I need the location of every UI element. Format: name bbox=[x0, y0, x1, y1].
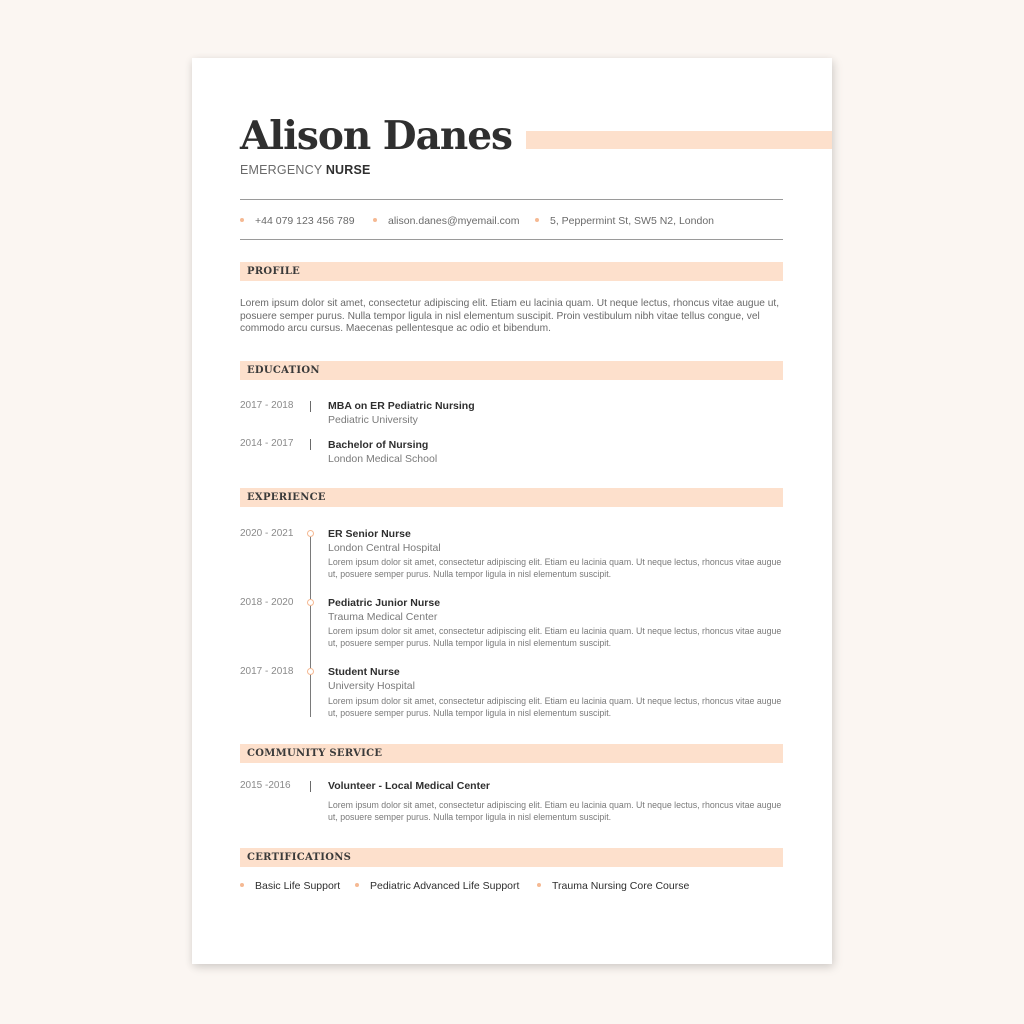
contact-top-rule bbox=[240, 199, 783, 200]
education-degree: MBA on ER Pediatric Nursing bbox=[328, 400, 475, 412]
education-school: London Medical School bbox=[328, 453, 438, 465]
education-dates: 2017 - 2018 bbox=[240, 400, 294, 411]
experience-dates: 2017 - 2018 bbox=[240, 666, 294, 677]
address-text: 5, Peppermint St, SW5 N2, London bbox=[550, 215, 715, 227]
header-accent-bar bbox=[526, 131, 832, 149]
certification-name: Basic Life Support bbox=[255, 880, 341, 892]
contact-email bbox=[373, 215, 519, 227]
section-title: PROFILE bbox=[247, 266, 301, 277]
timeline-dot-icon bbox=[307, 599, 314, 606]
bullet-dot-icon bbox=[240, 883, 244, 887]
resume-page bbox=[192, 58, 832, 964]
experience-dates: 2020 - 2021 bbox=[240, 528, 294, 539]
contact-bottom-rule bbox=[240, 239, 783, 240]
certification-item bbox=[355, 880, 519, 892]
experience-section-header bbox=[240, 488, 783, 507]
experience-employer: London Central Hospital bbox=[328, 542, 441, 554]
contact-phone bbox=[240, 215, 355, 227]
bullet-dot-icon bbox=[355, 883, 359, 887]
profile-text: Lorem ipsum dolor sit amet, consectetur adipiscing elit. Etiam eu lacinia quam. Ut neque lectus, rhoncus vitae augue ut, posuere semper purus. Nulla tempor ligula in nisl elementum suscipit. Proin vestibulum nibh vitae tellus congue, vel commodo arcu cursus. Maecenas pellentesque ac odio et bibendum. bbox=[240, 298, 780, 334]
certifications-list bbox=[240, 880, 783, 894]
education-degree: Bachelor of Nursing bbox=[328, 439, 429, 451]
experience-dates: 2018 - 2020 bbox=[240, 597, 294, 608]
section-title: EXPERIENCE bbox=[247, 492, 326, 503]
section-title: CERTIFICATIONS bbox=[247, 852, 352, 863]
date-separator bbox=[310, 781, 311, 792]
certification-name: Pediatric Advanced Life Support bbox=[370, 880, 520, 892]
experience-description: Lorem ipsum dolor sit amet, consectetur adipiscing elit. Etiam eu lacinia quam. Ut neque lectus, rhoncus vitae augue ut, posuere semper purus. Nulla tempor ligula in nisl elementum suscipit. bbox=[328, 557, 782, 579]
community-section-header bbox=[240, 744, 783, 763]
date-separator bbox=[310, 439, 311, 450]
experience-role: Pediatric Junior Nurse bbox=[328, 597, 441, 609]
bullet-dot-icon bbox=[373, 218, 377, 222]
education-dates: 2014 - 2017 bbox=[240, 438, 294, 449]
certifications-section-header bbox=[240, 848, 783, 867]
date-separator bbox=[310, 401, 311, 412]
experience-employer: Trauma Medical Center bbox=[328, 611, 438, 623]
experience-timeline bbox=[310, 534, 311, 717]
certification-name: Trauma Nursing Core Course bbox=[552, 880, 690, 892]
email-text: alison.danes@myemail.com bbox=[388, 215, 520, 227]
experience-description: Lorem ipsum dolor sit amet, consectetur adipiscing elit. Etiam eu lacinia quam. Ut neque lectus, rhoncus vitae augue ut, posuere semper purus. Nulla tempor ligula in nisl elementum suscipit. bbox=[328, 696, 782, 718]
profile-section-header bbox=[240, 262, 783, 281]
education-section-header bbox=[240, 361, 783, 380]
experience-role: ER Senior Nurse bbox=[328, 528, 411, 540]
bullet-dot-icon bbox=[240, 218, 244, 222]
community-role: Volunteer - Local Medical Center bbox=[328, 780, 491, 792]
certification-item bbox=[240, 880, 340, 892]
experience-description: Lorem ipsum dolor sit amet, consectetur adipiscing elit. Etiam eu lacinia quam. Ut neque lectus, rhoncus vitae augue ut, posuere semper purus. Nulla tempor ligula in nisl elementum suscipit. bbox=[328, 626, 782, 648]
job-title-light: EMERGENCY bbox=[240, 163, 323, 177]
contact-row bbox=[240, 215, 783, 229]
job-title bbox=[240, 163, 371, 177]
bullet-dot-icon bbox=[537, 883, 541, 887]
section-title: EDUCATION bbox=[247, 365, 320, 376]
phone-text: +44 079 123 456 789 bbox=[255, 215, 355, 227]
section-title: COMMUNITY SERVICE bbox=[247, 748, 383, 759]
experience-role: Student Nurse bbox=[328, 666, 400, 678]
contact-address bbox=[535, 215, 714, 227]
certification-item bbox=[537, 880, 689, 892]
timeline-dot-icon bbox=[307, 668, 314, 675]
community-description: Lorem ipsum dolor sit amet, consectetur adipiscing elit. Etiam eu lacinia quam. Ut neque lectus, rhoncus vitae augue ut, posuere semper purus. Nulla tempor ligula in nisl elementum suscipit. bbox=[328, 800, 782, 822]
education-school: Pediatric University bbox=[328, 414, 418, 426]
candidate-name: Alison Danes bbox=[240, 113, 513, 159]
bullet-dot-icon bbox=[535, 218, 539, 222]
timeline-dot-icon bbox=[307, 530, 314, 537]
experience-employer: University Hospital bbox=[328, 680, 415, 692]
community-dates: 2015 -2016 bbox=[240, 780, 291, 791]
job-title-bold: NURSE bbox=[325, 163, 371, 177]
